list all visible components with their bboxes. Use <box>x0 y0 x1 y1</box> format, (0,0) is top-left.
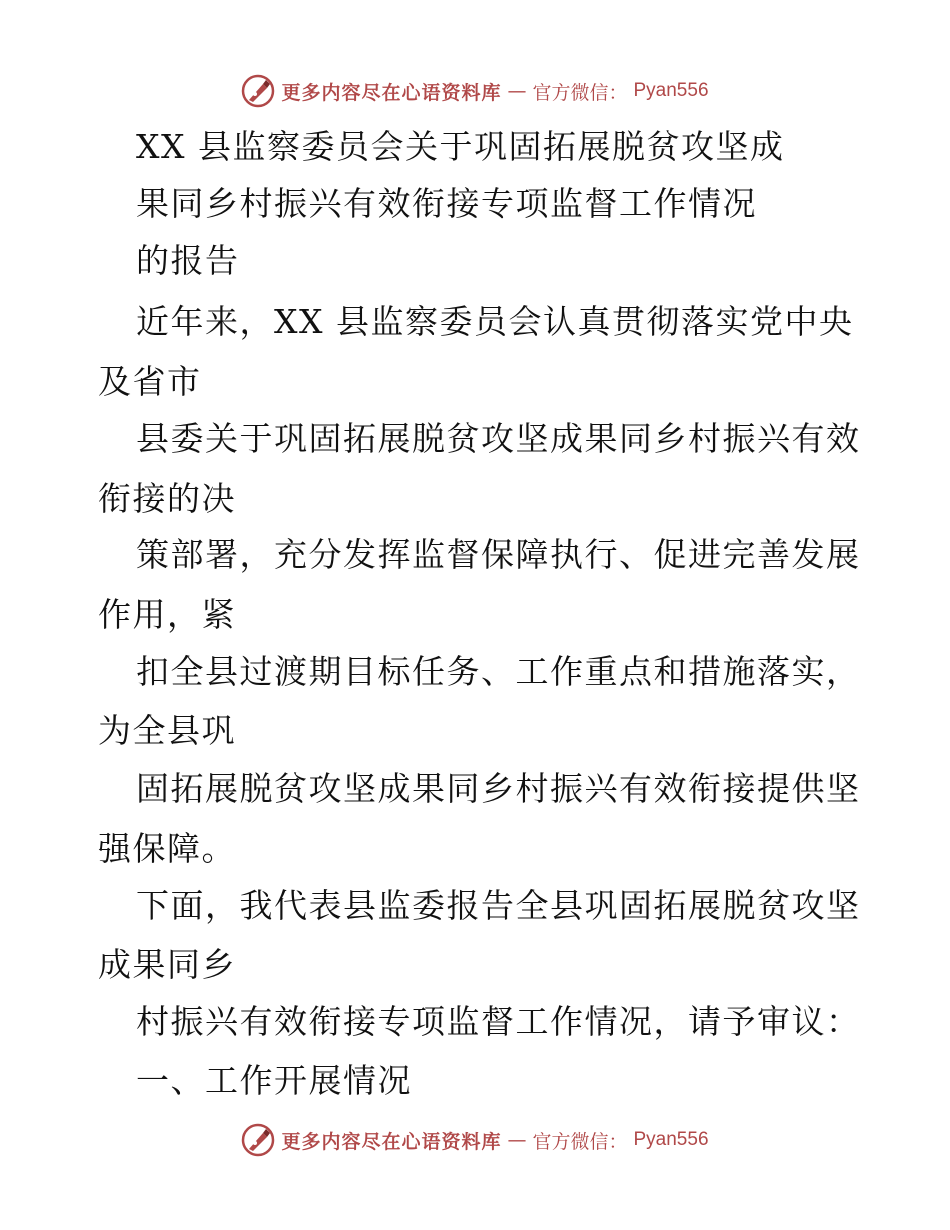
body-line-5: 策部署，充分发挥监督保障执行、促进完善发展 <box>136 535 861 574</box>
body-line-7: 扣全县过渡期目标任务、工作重点和措施落实， <box>136 652 861 691</box>
body-line-2: 及省市 <box>98 362 202 401</box>
body-line-11: 下面，我代表县监委报告全县巩固拓展脱贫攻坚 <box>136 886 861 925</box>
body-line-13: 村振兴有效衔接专项监督工作情况，请予审议： <box>136 1002 861 1041</box>
body-line-8: 为全县巩 <box>98 711 236 750</box>
watermark-wechat-id: Pyan556 <box>633 80 709 101</box>
body-line-1: 近年来，XX 县监察委员会认真贯彻落实党中央 <box>136 302 854 341</box>
pen-logo-icon <box>241 74 275 108</box>
footer-watermark <box>0 1120 950 1160</box>
section-heading: 一、工作开展情况 <box>136 1061 412 1100</box>
body-line-12: 成果同乡 <box>98 945 236 984</box>
body-line-4: 衔接的决 <box>98 479 236 518</box>
watermark-brand: 更多内容尽在心语资料库 <box>281 81 502 104</box>
body-line-9: 固拓展脱贫攻坚成果同乡村振兴有效衔接提供坚 <box>136 769 861 808</box>
pen-logo-icon <box>241 1123 275 1157</box>
title-line-3: 的报告 <box>136 241 240 280</box>
title-line-2: 果同乡村振兴有效衔接专项监督工作情况 <box>136 184 757 223</box>
title-line-1: XX 县监察委员会关于巩固拓展脱贫攻坚成 <box>136 127 785 166</box>
body-line-10: 强保障。 <box>98 829 236 868</box>
watermark-brand: 更多内容尽在心语资料库 <box>281 1130 502 1153</box>
watermark-wechat-label: 官方微信： <box>532 1130 628 1153</box>
body-line-6: 作用，紧 <box>98 595 236 634</box>
body-line-3: 县委关于巩固拓展脱贫攻坚成果同乡村振兴有效 <box>136 419 861 458</box>
watermark-wechat-id: Pyan556 <box>633 1129 709 1150</box>
header-watermark <box>0 71 950 111</box>
watermark-wechat-label: 官方微信： <box>532 81 628 104</box>
watermark-dash: — <box>507 80 527 102</box>
watermark-dash: — <box>507 1129 527 1151</box>
